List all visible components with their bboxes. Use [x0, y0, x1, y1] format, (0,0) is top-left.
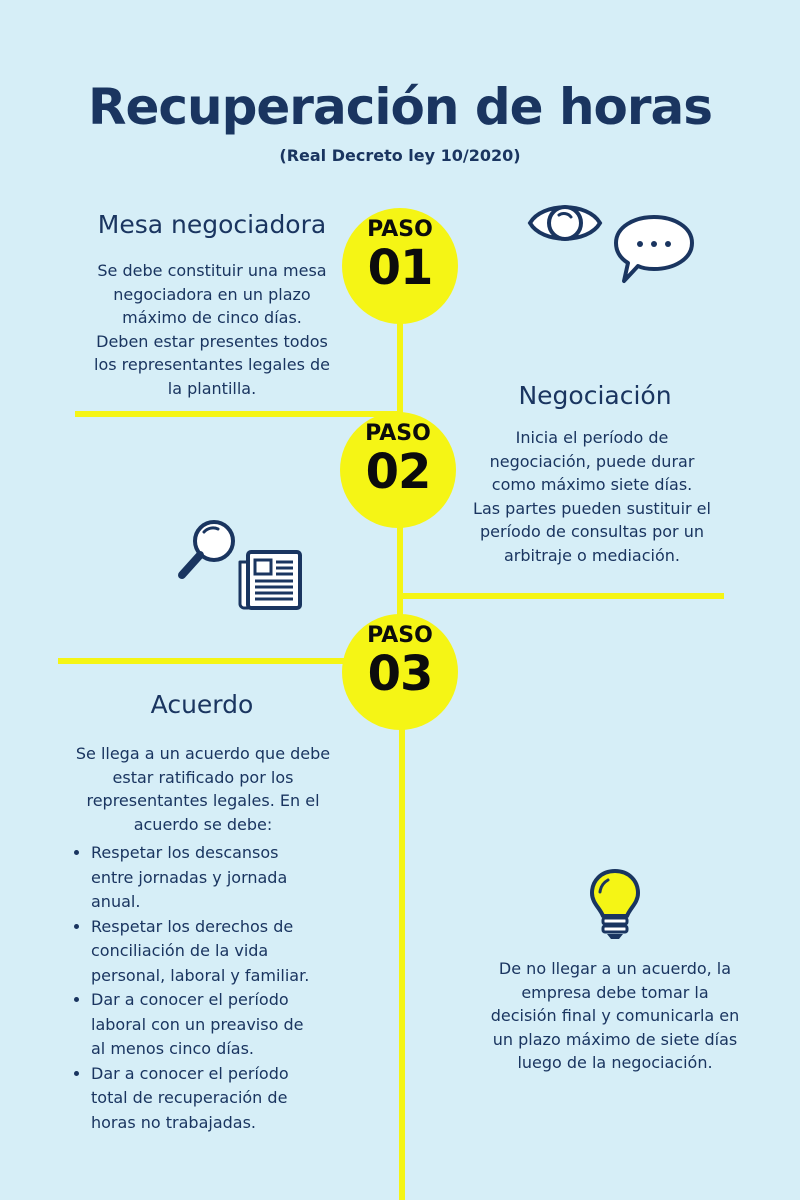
lightbulb-icon [588, 868, 642, 942]
page-subtitle: (Real Decreto ley 10/2020) [279, 146, 521, 165]
text-line: De no llegar a un acuerdo, la [498, 959, 732, 978]
text-line: acuerdo se debe: [133, 814, 273, 834]
step-1-heading: Mesa negociadora [97, 210, 327, 239]
step-badge-3 [342, 614, 458, 730]
text-line: horas no trabajadas. [91, 1112, 256, 1132]
text-line: estar ratificado por los [112, 767, 294, 787]
text-line: período de consultas por un [480, 522, 704, 541]
text-line: empresa debe tomar la [521, 982, 709, 1002]
text-line: negociadora en un plazo [113, 284, 311, 304]
text-line: • Dar a conocer el período [91, 990, 289, 1009]
text-line: máximo de cinco días. [122, 308, 302, 327]
step-badge-label: PASO [367, 217, 433, 242]
eye-icon [526, 196, 604, 250]
text-line: • Respetar los derechos de [91, 916, 294, 936]
final-decision-note [470, 957, 760, 1075]
text-line: entre jornadas y jornada [91, 867, 288, 887]
text-line: • Dar a conocer el período [91, 1063, 289, 1083]
list-item [91, 1062, 391, 1136]
text-line: decisión final y comunicarla en [490, 1006, 740, 1025]
text-line: como máximo siete días. [491, 475, 693, 494]
timeline-vertical-line-2 [399, 700, 405, 1200]
step-badge-2 [340, 412, 456, 528]
text-line: laboral con un preaviso de [91, 1014, 304, 1034]
text-line: anual. [91, 892, 141, 911]
text-line: Las partes pueden sustituir el [473, 498, 711, 518]
text-line: un plazo máximo de siete días [492, 1029, 738, 1049]
text-line: Inicia el período de [515, 428, 669, 447]
step-badge-number: 01 [367, 240, 433, 296]
step-3-description [55, 742, 351, 836]
text-line: Deben estar presentes todos [96, 331, 328, 351]
page-title: Recuperación de horas [87, 78, 713, 136]
speech-bubble-icon [612, 213, 696, 287]
text-line: • Respetar los descansos [91, 843, 279, 862]
text-line: total de recuperación de [91, 1088, 288, 1107]
agreement-requirements-list [57, 841, 391, 1135]
step-2-description [450, 426, 734, 567]
step-3-heading: Acuerdo [150, 690, 254, 719]
step-badge-label: PASO [367, 623, 433, 648]
step-badge-number: 03 [367, 646, 433, 702]
connector-line-step-2 [400, 593, 724, 599]
text-line: la plantilla. [167, 378, 257, 398]
list-item [91, 988, 391, 1062]
step-2-heading: Negociación [518, 381, 672, 410]
step-badge-label: PASO [365, 421, 431, 446]
text-line: representantes legales. En el [86, 791, 320, 810]
text-line: conciliación de la vida [91, 941, 269, 960]
text-line: los representantes legales de [94, 355, 330, 374]
step-badge-number: 02 [365, 444, 431, 500]
text-line: Se debe constituir una mesa [97, 261, 327, 280]
text-line: al menos cinco días. [91, 1039, 254, 1058]
list-item [91, 915, 391, 989]
text-line: personal, laboral y familiar. [91, 965, 310, 985]
step-1-description [70, 259, 354, 400]
text-line: negociación, puede durar [489, 451, 695, 471]
text-line: arbitraje o mediación. [504, 545, 680, 565]
newspaper-icon [236, 548, 304, 614]
step-badge-1 [342, 208, 458, 324]
list-item [91, 841, 391, 915]
text-line: Se llega a un acuerdo que debe [75, 744, 331, 763]
magnifying-glass-icon [174, 517, 240, 583]
connector-line-step-1 [75, 411, 400, 417]
text-line: luego de la negociación. [517, 1053, 713, 1072]
